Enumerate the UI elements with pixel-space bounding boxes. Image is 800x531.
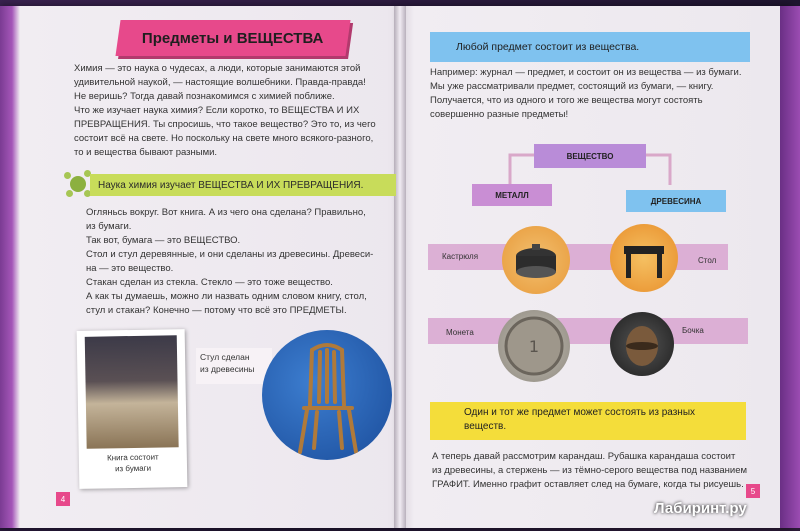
- key-fact-highlight: Наука химия изучает ВЕЩЕСТВА И ИХ ПРЕВРАЩЕНИЯ.: [90, 174, 396, 196]
- intro-paragraph: [74, 62, 392, 160]
- page-title: [115, 20, 350, 56]
- chair-caption: [196, 348, 272, 384]
- books-image: [85, 335, 179, 449]
- svg-text:1: 1: [528, 337, 540, 356]
- intro-line: Не веришь? Тогда давай познакомимся с химией поближе.: [74, 91, 335, 102]
- chair-caption-line: из древесины: [200, 364, 255, 374]
- intro-line: удивительной наукой, — настоящие волшебники. Правда-правда!: [74, 77, 366, 88]
- body-line: из бумаги.: [86, 221, 132, 232]
- stool-table-icon: [610, 224, 678, 292]
- bottom-line: из древесины, а стержень — из тёмно-серого вещества под названием: [432, 465, 748, 476]
- saucepan-image: [502, 226, 570, 294]
- coin-icon: [498, 310, 570, 382]
- item-barrel: Бочка: [682, 326, 704, 335]
- right-intro-line: совершенно разные предметы!: [430, 109, 569, 120]
- page-title-text: Предметы и ВЕЩЕСТВА: [142, 29, 324, 47]
- page-number-right: 5: [746, 484, 760, 498]
- headline-text: Любой предмет состоит из вещества.: [456, 41, 640, 53]
- body-line: Огляньсь вокруг. Вот книга. А из чего она сделана? Правильно,: [86, 207, 366, 218]
- bottom-line: ГРАФИТ. Именно графит оставляет след на бумаге, когда ты рисуешь.: [432, 479, 744, 490]
- body-line: стул и стакан? Конечно — потому что всё это ПРЕДМЕТЫ.: [86, 305, 347, 316]
- wooden-chair-icon: [262, 330, 392, 460]
- metal-box: МЕТАЛЛ: [472, 184, 552, 206]
- site-watermark: Лабиринт.ру: [654, 500, 747, 517]
- intro-line: Химия — это наука о чудесах, а люди, которые занимаются этой: [74, 63, 361, 74]
- page-number-left: 4: [56, 492, 70, 506]
- bottom-highlight-line: Один и тот же предмет может состоять из разных: [464, 407, 696, 418]
- chair-caption-line: Стул сделан: [200, 352, 250, 362]
- intro-line: Что же изучает наука химия? Если коротко, то ВЕЩЕСТВА И ИХ: [74, 105, 360, 116]
- bottom-paragraph: [432, 450, 762, 492]
- coin-image: [498, 310, 570, 382]
- intro-line: состоит всё на свете. Но поскольку на свете много всякого-разного,: [74, 133, 374, 144]
- item-table: Стол: [698, 256, 717, 265]
- item-coin: Монета: [446, 328, 474, 337]
- body-line: А как ты думаешь, можно ли назвать одним словом книгу, стол,: [86, 291, 367, 302]
- wood-box: ДРЕВЕСИНА: [626, 190, 726, 212]
- intro-line: ПРЕВРАЩЕНИЯ. Ты спросишь, что такое вещество? Это то, из чего: [74, 119, 376, 130]
- right-intro-line: Получается, что из одного и того же вещества могут состоять: [430, 95, 703, 106]
- right-intro: [430, 66, 760, 122]
- body-paragraph: [86, 206, 386, 318]
- bottom-highlight: [430, 402, 746, 440]
- right-intro-line: Мы уже рассматривали предмет, состоящий из бумаги, — книгу.: [430, 81, 714, 92]
- book-caption: [79, 451, 187, 475]
- book-caption-line: Книга состоит: [106, 452, 159, 463]
- book-caption-line: из бумаги: [114, 463, 152, 474]
- chair-image: [262, 330, 392, 460]
- body-line: Стакан сделан из стекла. Стекло — это тоже вещество.: [86, 277, 333, 288]
- barrel-icon: [610, 312, 674, 376]
- bottom-highlight-line: веществ.: [464, 421, 507, 432]
- body-line: Стол и стул деревянные, и они сделаны из древесины. Древеси-: [86, 249, 374, 260]
- item-saucepan: Кастрюля: [442, 252, 479, 261]
- book-spine: [394, 6, 406, 528]
- body-line: Так вот, бумага — это ВЕЩЕСТВО.: [86, 235, 241, 246]
- intro-line: то и вещества бывают разными.: [74, 147, 218, 158]
- saucepan-icon: [502, 226, 570, 294]
- body-line: на — это вещество.: [86, 263, 174, 274]
- table-image: [610, 224, 678, 292]
- right-edge-strip: [780, 6, 800, 528]
- book-photo-card: [77, 329, 188, 489]
- barrel-image: [610, 312, 674, 376]
- bottom-line: А теперь давай рассмотрим карандаш. Рубашка карандаша состоит: [432, 451, 736, 462]
- headline-banner: [430, 32, 750, 62]
- substance-box: ВЕЩЕСТВО: [534, 144, 646, 168]
- right-intro-line: Например: журнал — предмет, и состоит он из вещества — из бумаги.: [430, 67, 742, 78]
